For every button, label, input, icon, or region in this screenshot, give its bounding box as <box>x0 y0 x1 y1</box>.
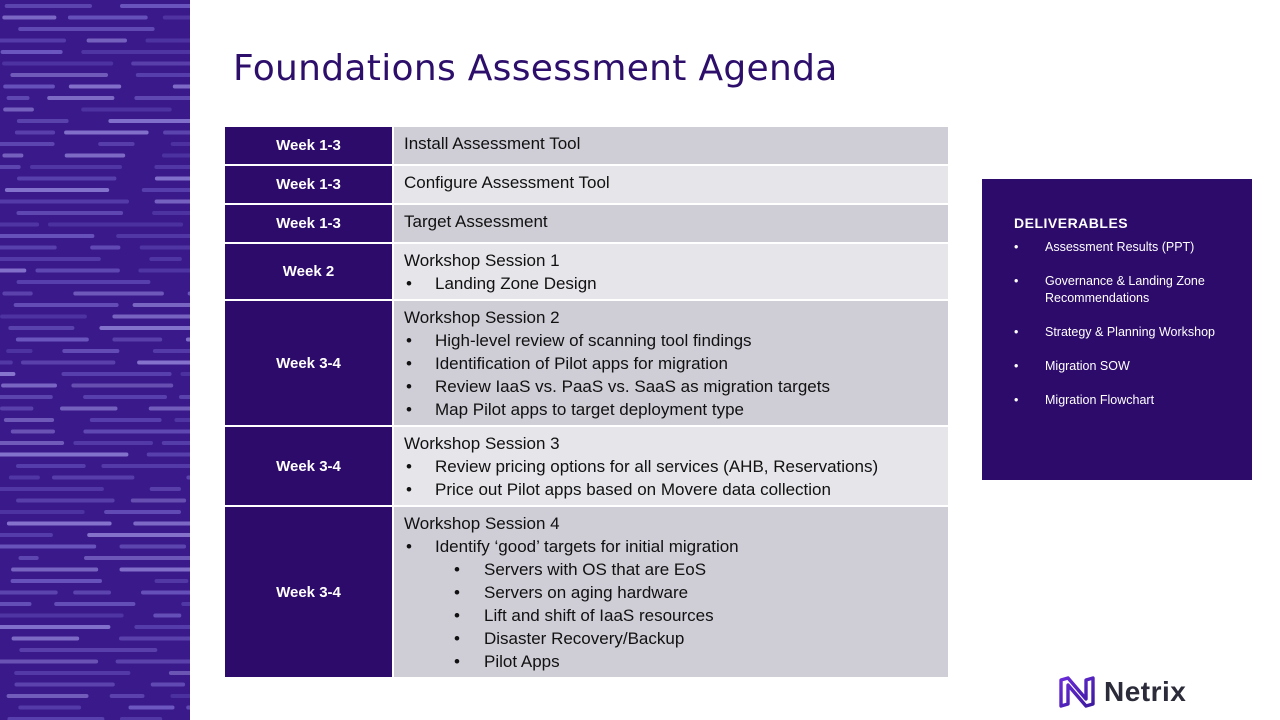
stripe <box>48 223 183 227</box>
session-title: Workshop Session 4 <box>404 514 560 533</box>
deliverable-item: • Migration SOW <box>1014 358 1220 375</box>
stripe <box>81 108 172 112</box>
stripe <box>73 441 153 445</box>
week-label: Week 3-4 <box>224 426 393 506</box>
stripe <box>141 591 190 595</box>
stripe <box>90 246 120 250</box>
stripe <box>174 418 190 422</box>
deliverable-item: • Governance & Landing Zone Recommendations <box>1014 273 1220 307</box>
stripe <box>15 131 55 135</box>
stripe <box>62 372 172 376</box>
stripe <box>153 614 181 618</box>
task-bullet: • Map Pilot apps to target deployment type <box>404 398 938 421</box>
stripe <box>0 372 15 376</box>
task-sub-bullet: • Lift and shift of IaaS resources <box>404 604 938 627</box>
stripe <box>163 16 190 20</box>
task-sub-bullet: • Servers on aging hardware <box>404 581 938 604</box>
task-sub-bullet: • Servers with OS that are EoS <box>404 558 938 581</box>
week-label: Week 2 <box>224 243 393 300</box>
stripe <box>81 50 190 54</box>
stripe <box>9 476 40 480</box>
stripe <box>12 637 80 641</box>
stripe <box>186 706 190 710</box>
stripe <box>83 395 167 399</box>
stripe <box>47 96 114 100</box>
stripe <box>36 269 120 273</box>
stripe <box>62 349 119 353</box>
stripe <box>54 602 135 606</box>
stripe <box>6 349 32 353</box>
netrix-logo-icon <box>1058 675 1096 709</box>
stripe <box>0 269 26 273</box>
stripe <box>147 453 190 457</box>
stripe <box>116 660 190 664</box>
task-sub-bullet: • Disaster Recovery/Backup <box>404 627 938 650</box>
week-label: Week 1-3 <box>224 165 393 204</box>
week-label: Week 1-3 <box>224 126 393 165</box>
stripe <box>134 96 190 100</box>
stripe <box>0 441 64 445</box>
stripe <box>7 522 112 526</box>
stripe <box>120 568 191 572</box>
stripe <box>155 579 189 583</box>
stripe <box>181 372 191 376</box>
stripe <box>0 660 98 664</box>
deliverables-list <box>1014 239 1232 409</box>
stripe <box>112 338 162 342</box>
task-bullet: • Review pricing options for all services (AHB, Reservations) <box>404 455 938 478</box>
stripe <box>0 361 13 365</box>
stripe <box>8 326 74 330</box>
task-bullet: • High-level review of scanning tool findings <box>404 329 938 352</box>
stripe <box>87 533 190 537</box>
agenda-row <box>224 300 949 426</box>
stripe <box>5 4 92 8</box>
task-bullet-list <box>404 272 938 295</box>
stripe <box>19 648 157 652</box>
stripe <box>11 430 55 434</box>
stripe <box>179 395 190 399</box>
task-bullet: • Price out Pilot apps based on Movere data collection <box>404 478 938 501</box>
stripe <box>0 223 39 227</box>
stripe <box>0 165 21 169</box>
stripe <box>0 614 124 618</box>
session-title: Workshop Session 1 <box>404 251 560 270</box>
stripe <box>73 292 164 296</box>
stripe <box>162 441 190 445</box>
stripe <box>116 234 190 238</box>
stripe <box>108 119 190 123</box>
stripe <box>155 200 190 204</box>
stripe <box>68 16 148 20</box>
stripe <box>69 85 121 89</box>
stripe <box>120 4 190 8</box>
stripe <box>18 27 154 31</box>
stripe <box>137 361 190 365</box>
stripe-pattern <box>0 0 190 720</box>
stripe <box>16 464 86 468</box>
stripe <box>104 510 181 514</box>
stripe <box>101 464 190 468</box>
stripe <box>2 292 32 296</box>
stripe <box>3 85 55 89</box>
stripe <box>16 499 115 503</box>
stripe <box>21 361 115 365</box>
stripe <box>0 39 66 43</box>
stripe <box>162 154 190 158</box>
session-title: Target Assessment <box>404 212 548 231</box>
stripe <box>142 188 190 192</box>
stripe <box>98 142 134 146</box>
stripe <box>83 430 190 434</box>
stripe <box>65 154 126 158</box>
stripe <box>0 395 53 399</box>
stripe <box>0 533 53 537</box>
deliverable-item: • Strategy & Planning Workshop <box>1014 324 1220 341</box>
task-cell <box>393 126 949 165</box>
agenda-row <box>224 204 949 243</box>
task-cell <box>393 243 949 300</box>
stripe <box>155 177 190 181</box>
stripe <box>1 384 57 388</box>
task-bullet: • Review IaaS vs. PaaS vs. SaaS as migration targets <box>404 375 938 398</box>
stripe <box>64 131 149 135</box>
stripe <box>181 602 190 606</box>
netrix-logo <box>1058 672 1186 712</box>
agenda-table <box>223 125 950 679</box>
agenda-row <box>224 426 949 506</box>
stripe <box>0 407 33 411</box>
stripe <box>131 499 186 503</box>
task-cell <box>393 204 949 243</box>
stripe <box>0 200 129 204</box>
session-title: Workshop Session 3 <box>404 434 560 453</box>
stripe <box>173 85 190 89</box>
week-label: Week 1-3 <box>224 204 393 243</box>
stripe <box>5 188 109 192</box>
decorative-stripe-panel <box>0 0 190 720</box>
stripe <box>0 591 58 595</box>
stripe <box>15 683 115 687</box>
week-label: Week 3-4 <box>224 300 393 426</box>
stripe <box>153 349 190 353</box>
session-title: Workshop Session 2 <box>404 308 560 327</box>
stripe <box>0 257 101 261</box>
agenda-row <box>224 165 949 204</box>
task-cell <box>393 300 949 426</box>
deliverables-heading: DELIVERABLES <box>1014 215 1129 231</box>
stripe <box>11 579 102 583</box>
slide-title: Foundations Assessment Agenda <box>233 48 838 89</box>
stripe <box>7 96 30 100</box>
stripe <box>14 671 130 675</box>
stripe <box>87 39 127 43</box>
stripe <box>11 568 98 572</box>
task-bullet: • Landing Zone Design <box>404 272 938 295</box>
deliverable-item: • Assessment Results (PPT) <box>1014 239 1220 256</box>
stripe <box>16 338 89 342</box>
stripe <box>0 625 110 629</box>
stripe <box>0 234 94 238</box>
stripe <box>73 591 111 595</box>
stripe <box>0 487 104 491</box>
agenda-row <box>224 506 949 678</box>
stripe <box>52 476 134 480</box>
stripe <box>150 487 181 491</box>
task-bullet: • Identify ‘good’ targets for initial migration <box>404 535 938 558</box>
stripe <box>3 108 34 112</box>
stripe <box>133 303 190 307</box>
stripe <box>134 625 190 629</box>
stripe <box>154 165 190 169</box>
stripe <box>4 418 54 422</box>
stripe <box>10 73 108 77</box>
stripe <box>19 556 39 560</box>
stripe <box>146 39 191 43</box>
task-bullet-list <box>404 455 938 501</box>
stripe <box>186 476 190 480</box>
stripe <box>152 211 190 215</box>
stripe <box>0 315 87 319</box>
session-title: Configure Assessment Tool <box>404 173 610 192</box>
stripe <box>163 131 190 135</box>
stripe <box>60 407 118 411</box>
task-bullet: • Identification of Pilot apps for migration <box>404 352 938 375</box>
stripe <box>0 246 57 250</box>
stripe <box>0 602 32 606</box>
stripe <box>2 62 113 66</box>
stripe <box>17 211 124 215</box>
stripe <box>112 315 190 319</box>
stripe <box>7 694 89 698</box>
task-bullet-list <box>404 329 938 421</box>
stripe <box>110 694 145 698</box>
stripe <box>0 453 128 457</box>
stripe <box>120 545 187 549</box>
stripe <box>2 16 56 20</box>
stripe <box>129 706 175 710</box>
stripe <box>0 510 85 514</box>
stripe <box>17 280 151 284</box>
stripe <box>90 418 162 422</box>
stripe <box>30 165 122 169</box>
session-title: Install Assessment Tool <box>404 134 581 153</box>
stripe <box>149 407 190 411</box>
task-bullet-list <box>404 535 938 673</box>
stripe <box>170 694 190 698</box>
stripe <box>138 269 190 273</box>
stripe <box>84 556 190 560</box>
task-cell <box>393 506 949 678</box>
deliverable-item: • Migration Flowchart <box>1014 392 1220 409</box>
logo-wordmark: Netrix <box>1104 676 1187 707</box>
stripe <box>133 522 190 526</box>
stripe <box>171 142 190 146</box>
task-cell <box>393 165 949 204</box>
stripe <box>17 119 69 123</box>
week-label: Week 3-4 <box>224 506 393 678</box>
stripe <box>18 706 81 710</box>
stripe <box>14 303 119 307</box>
stripe <box>188 292 190 296</box>
stripe <box>99 326 190 330</box>
agenda-row <box>224 126 949 165</box>
stripe <box>1 50 63 54</box>
stripe <box>149 257 182 261</box>
stripe <box>151 683 185 687</box>
stripe <box>71 384 173 388</box>
stripe <box>169 671 190 675</box>
stripe <box>0 545 96 549</box>
stripe <box>140 246 190 250</box>
stripe <box>186 338 190 342</box>
stripe <box>0 142 55 146</box>
stripe <box>131 62 190 66</box>
task-sub-bullet: • Pilot Apps <box>404 650 938 673</box>
stripe <box>2 154 23 158</box>
stripe <box>136 73 190 77</box>
agenda-row <box>224 243 949 300</box>
stripe <box>119 637 190 641</box>
task-cell <box>393 426 949 506</box>
deliverables-panel <box>982 179 1252 480</box>
stripe <box>17 177 116 181</box>
